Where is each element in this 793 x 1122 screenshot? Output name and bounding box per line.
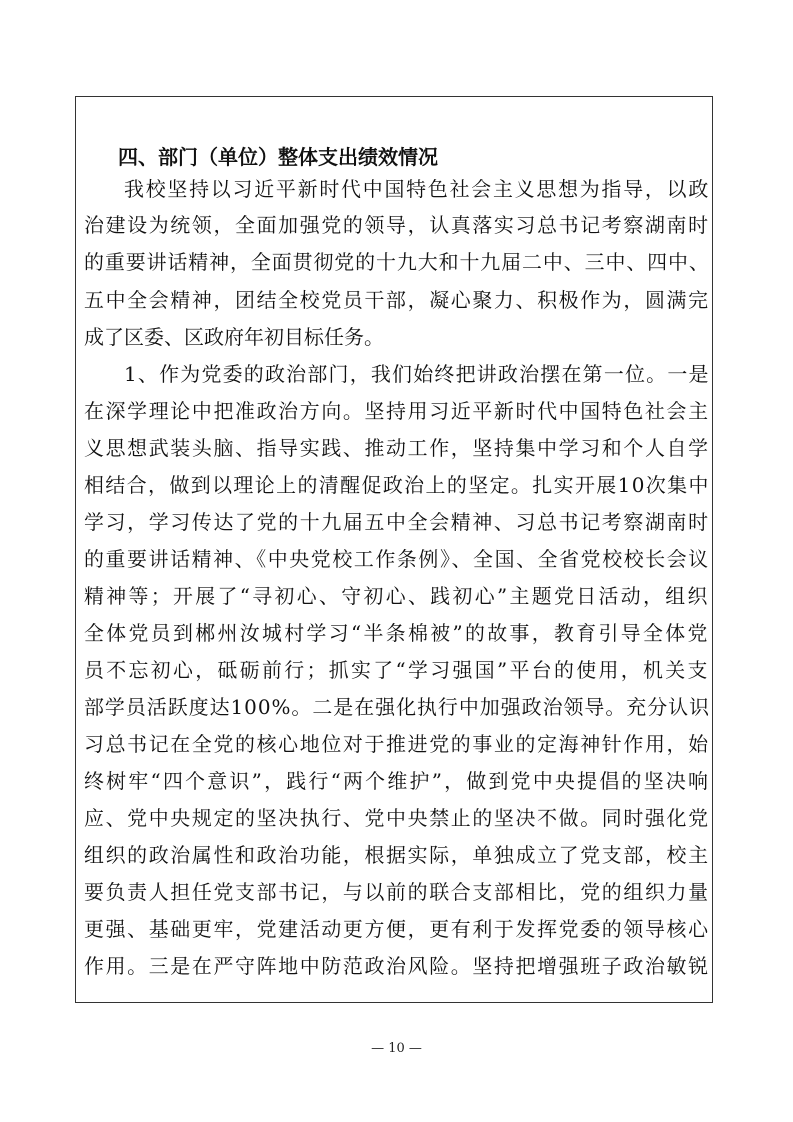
section-heading: 四、部门（单位）整体支出绩效情况: [118, 145, 438, 169]
paragraph-line: 员不忘初心，砥砺前行；抓实了“学习强国”平台的使用，机关支: [84, 658, 710, 682]
paragraph-line: 全体党员到郴州汝城村学习“半条棉被”的故事，教育引导全体党: [84, 621, 710, 645]
paragraph-line: 1、作为党委的政治部门，我们始终把讲政治摆在第一位。一是: [124, 362, 710, 386]
paragraph-line: 组织的政治属性和政治功能，根据实际，单独成立了党支部，校主: [84, 843, 710, 867]
paragraph-line: 部学员活跃度达100%。二是在强化执行中加强政治领导。充分认识: [84, 695, 710, 719]
paragraph-line: 相结合，做到以理论上的清醒促政治上的坚定。扎实开展10次集中: [84, 473, 710, 497]
paragraph-line: 五中全会精神，团结全校党员干部，凝心聚力、积极作为，圆满完: [84, 288, 710, 312]
paragraph-line: 义思想武装头脑、指导实践、推动工作，坚持集中学习和个人自学: [84, 436, 710, 460]
paragraph-line: 我校坚持以习近平新时代中国特色社会主义思想为指导，以政: [124, 177, 711, 201]
paragraph-line: 精神等；开展了“寻初心、守初心、践初心”主题党日活动，组织: [84, 584, 710, 608]
paragraph-line: 习总书记在全党的核心地位对于推进党的事业的定海神针作用，始: [84, 732, 710, 756]
paragraph-line: 应、党中央规定的坚决执行、党中央禁止的坚决不做。同时强化党: [84, 806, 710, 830]
page-number: — 10 —: [371, 1041, 422, 1056]
paragraph-line: 作用。三是在严守阵地中防范政治风险。坚持把增强班子政治敏锐: [84, 954, 710, 978]
paragraph-line: 在深学理论中把准政治方向。坚持用习近平新时代中国特色社会主: [84, 399, 710, 423]
paragraph-line: 治建设为统领，全面加强党的领导，认真落实习总书记考察湖南时: [84, 213, 710, 237]
paragraph-line: 要负责人担任党支部书记，与以前的联合支部相比，党的组织力量: [84, 880, 710, 904]
paragraph-line: 更强、基础更牢，党建活动更方便，更有利于发挥党委的领导核心: [84, 917, 710, 941]
paragraph-line: 学习，学习传达了党的十九届五中全会精神、习总书记考察湖南时: [84, 510, 710, 534]
paragraph-line: 成了区委、区政府年初目标任务。: [84, 325, 384, 349]
paragraph-line: 终树牢“四个意识”，践行“两个维护”，做到党中央提倡的坚决响: [84, 769, 711, 793]
paragraph-line: 的重要讲话精神，全面贯彻党的十九大和十九届二中、三中、四中、: [84, 250, 710, 274]
paragraph-line: 的重要讲话精神、《中央党校工作条例》、全国、全省党校校长会议: [84, 547, 710, 571]
